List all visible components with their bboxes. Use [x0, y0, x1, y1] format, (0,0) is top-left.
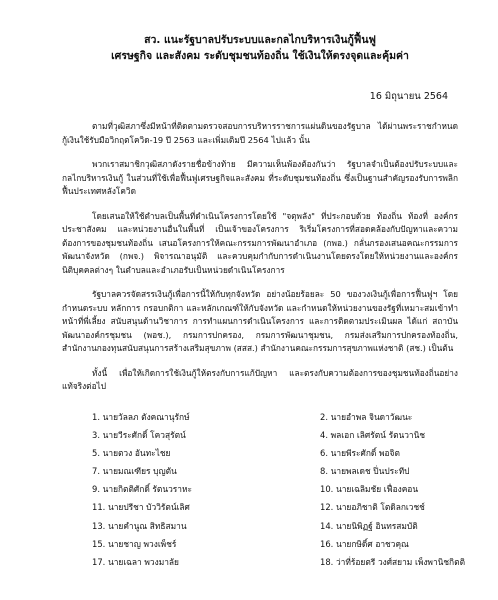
signatory-item: 7. นายมณเฑียร บุญตัน	[92, 466, 177, 477]
signatory-item: 12. นายอภิชาติ โตดิลกเวชช์	[320, 502, 425, 513]
signatory-item: 13. นายคำนูณ สิทธิสมาน	[92, 520, 187, 531]
signatory-item: 8. นายพลเดช ปิ่นประทีป	[320, 466, 410, 477]
document-title-line2: เศรษฐกิจ และสังคม ระดับชุมชนท้องถิ่น ใช้เงินให้ตรงจุดและคุ้มค่า	[111, 50, 409, 62]
paragraph-proposal: โดยเสนอให้ใช้ตำบลเป็นพื้นที่ดำเนินโครงการโดยใช้ "จตุพลัง" ที่ประกอบด้วย ท้องถิ่น ท้องที่ องค์กรประชาสังคม และหน่วยงานอื่นในพื้นที่ เป็นเจ้าของโครงการ ริเริ่มโครงการที่สอดคล้องกับปัญหาและความต้องการของชุมชนท้องถิ่น เสนอโครงการให้คณะกรรมการพัฒนาอำเภอ (กพอ.) กลั่นกรองเสนอคณะกรรมการพัฒนาจังหวัด (กพจ.) พิจารณาอนุมัติ และควบคุมกำกับการดำเนินงานโดยตรงโดยให้หน่วยงานและองค์กรนิติบุคคลต่างๆ ในตำบลและอำเภอรับเป็นหน่วยดำเนินโครงการ	[62, 210, 458, 275]
signatory-item: 6. นายพีระศักดิ์ พอจิต	[320, 447, 400, 458]
paragraph-conclusion: ทั้งนี้ เพื่อให้เกิดการใช้เงินกู้ให้ตรงกับการแก้ปัญหา และตรงกับความต้องการของชุมชนท้องถิ่นอย่างแท้จริงต่อไป	[62, 367, 458, 391]
signatory-item: 14. นายนิพิฏฐ์ อินทรสมบัติ	[320, 520, 418, 531]
document-title-line1: สว. แนะรัฐบาลปรับระบบและกลไกบริหารเงินกู้ฟื้นฟู	[144, 34, 376, 46]
signatory-item: 15. นายชาญ พวงเพ็ชร์	[92, 538, 177, 549]
signatory-item: 4. พลเอก เลิศรัตน์ รัตนวานิช	[320, 429, 426, 440]
document-date: 16 มิถุนายน 2564	[369, 91, 448, 102]
signatory-item: 3. นายวีระศักดิ์ โควสุรัตน์	[92, 429, 186, 440]
signatory-item: 17. นายเฉลา พวงมาลัย	[92, 557, 179, 567]
signatory-item: 18. ว่าที่ร้อยตรี วงศ์สยาม เพ็งพานิชกิตติ	[320, 557, 466, 567]
paragraph-allocation: รัฐบาลควรจัดสรรเงินกู้เพื่อการนี้ให้กับทุกจังหวัด อย่างน้อยร้อยละ 50 ของวงเงินกู้เพื่อการฟื้นฟูฯ โดยกำหนดระบบ หลักการ กรอบกติกา และหลักเกณฑ์ให้กับจังหวัด และกำหนดให้หน่วยงานของรัฐที่เหมาะสมเข้าทำหน้าที่พี่เลี้ยง สนับสนุนด้านวิชาการ การทำแผนการดำเนินโครงการ และการติดตามประเมินผล ได้แก่ สถาบันพัฒนาองค์กรชุมชน (พอช.), กรมการปกครอง, กรมการพัฒนาชุมชน, กรมส่งเสริมการปกครองท้องถิ่น, สำนักงานกองทุนสนับสนุนการสร้างเสริมสุขภาพ (สสส.) สำนักงานคณะกรรมการสุขภาพแห่งชาติ (สช.) เป็นต้น	[62, 289, 458, 353]
signatory-item: 10. นายเฉลิมชัย เฟื่องคอน	[320, 484, 419, 495]
signatory-item: 5. นายตวง อันทะไชย	[92, 447, 171, 458]
signatory-item: 9. นายกิตติศักดิ์ รัตนวราหะ	[92, 484, 193, 495]
signatory-item: 11. นายปรีชา บัววิรัตน์เลิศ	[92, 502, 190, 513]
paragraph-opinion: พวกเราสมาชิกวุฒิสภาดังรายชื่อข้างท้าย มีความเห็นพ้องต้องกันว่า รัฐบาลจำเป็นต้องปรับระบบและกลไกบริหารเงินกู้ ในส่วนที่ใช้เพื่อฟื้นฟูเศรษฐกิจและสังคม ที่ระดับชุมชนท้องถิ่น ซึ่งเป็นฐานสำคัญรองรับการพลิกฟื้นประเทศหลังโควิด	[62, 159, 458, 196]
signatory-list	[62, 411, 466, 569]
signatory-item: 1. นายวัลลภ ตังคณานุรักษ์	[92, 411, 190, 422]
signatory-item: 16. นายกษิดิ์ศ อาชวคุณ	[320, 538, 409, 549]
paragraph-intro: ตามที่วุฒิสภาซึ่งมีหน้าที่ติดตามตรวจสอบการบริหารราชการแผ่นดินของรัฐบาล ได้ผ่านพระราชกำหนดกู้เงินใช้รับมือวิกฤตโควิด-19 ปี 2563 และเพิ่มเติมปี 2564 ไปแล้ว นั้น	[62, 121, 458, 145]
signatory-item: 2. นายอำพล จินดาวัฒนะ	[320, 411, 413, 422]
